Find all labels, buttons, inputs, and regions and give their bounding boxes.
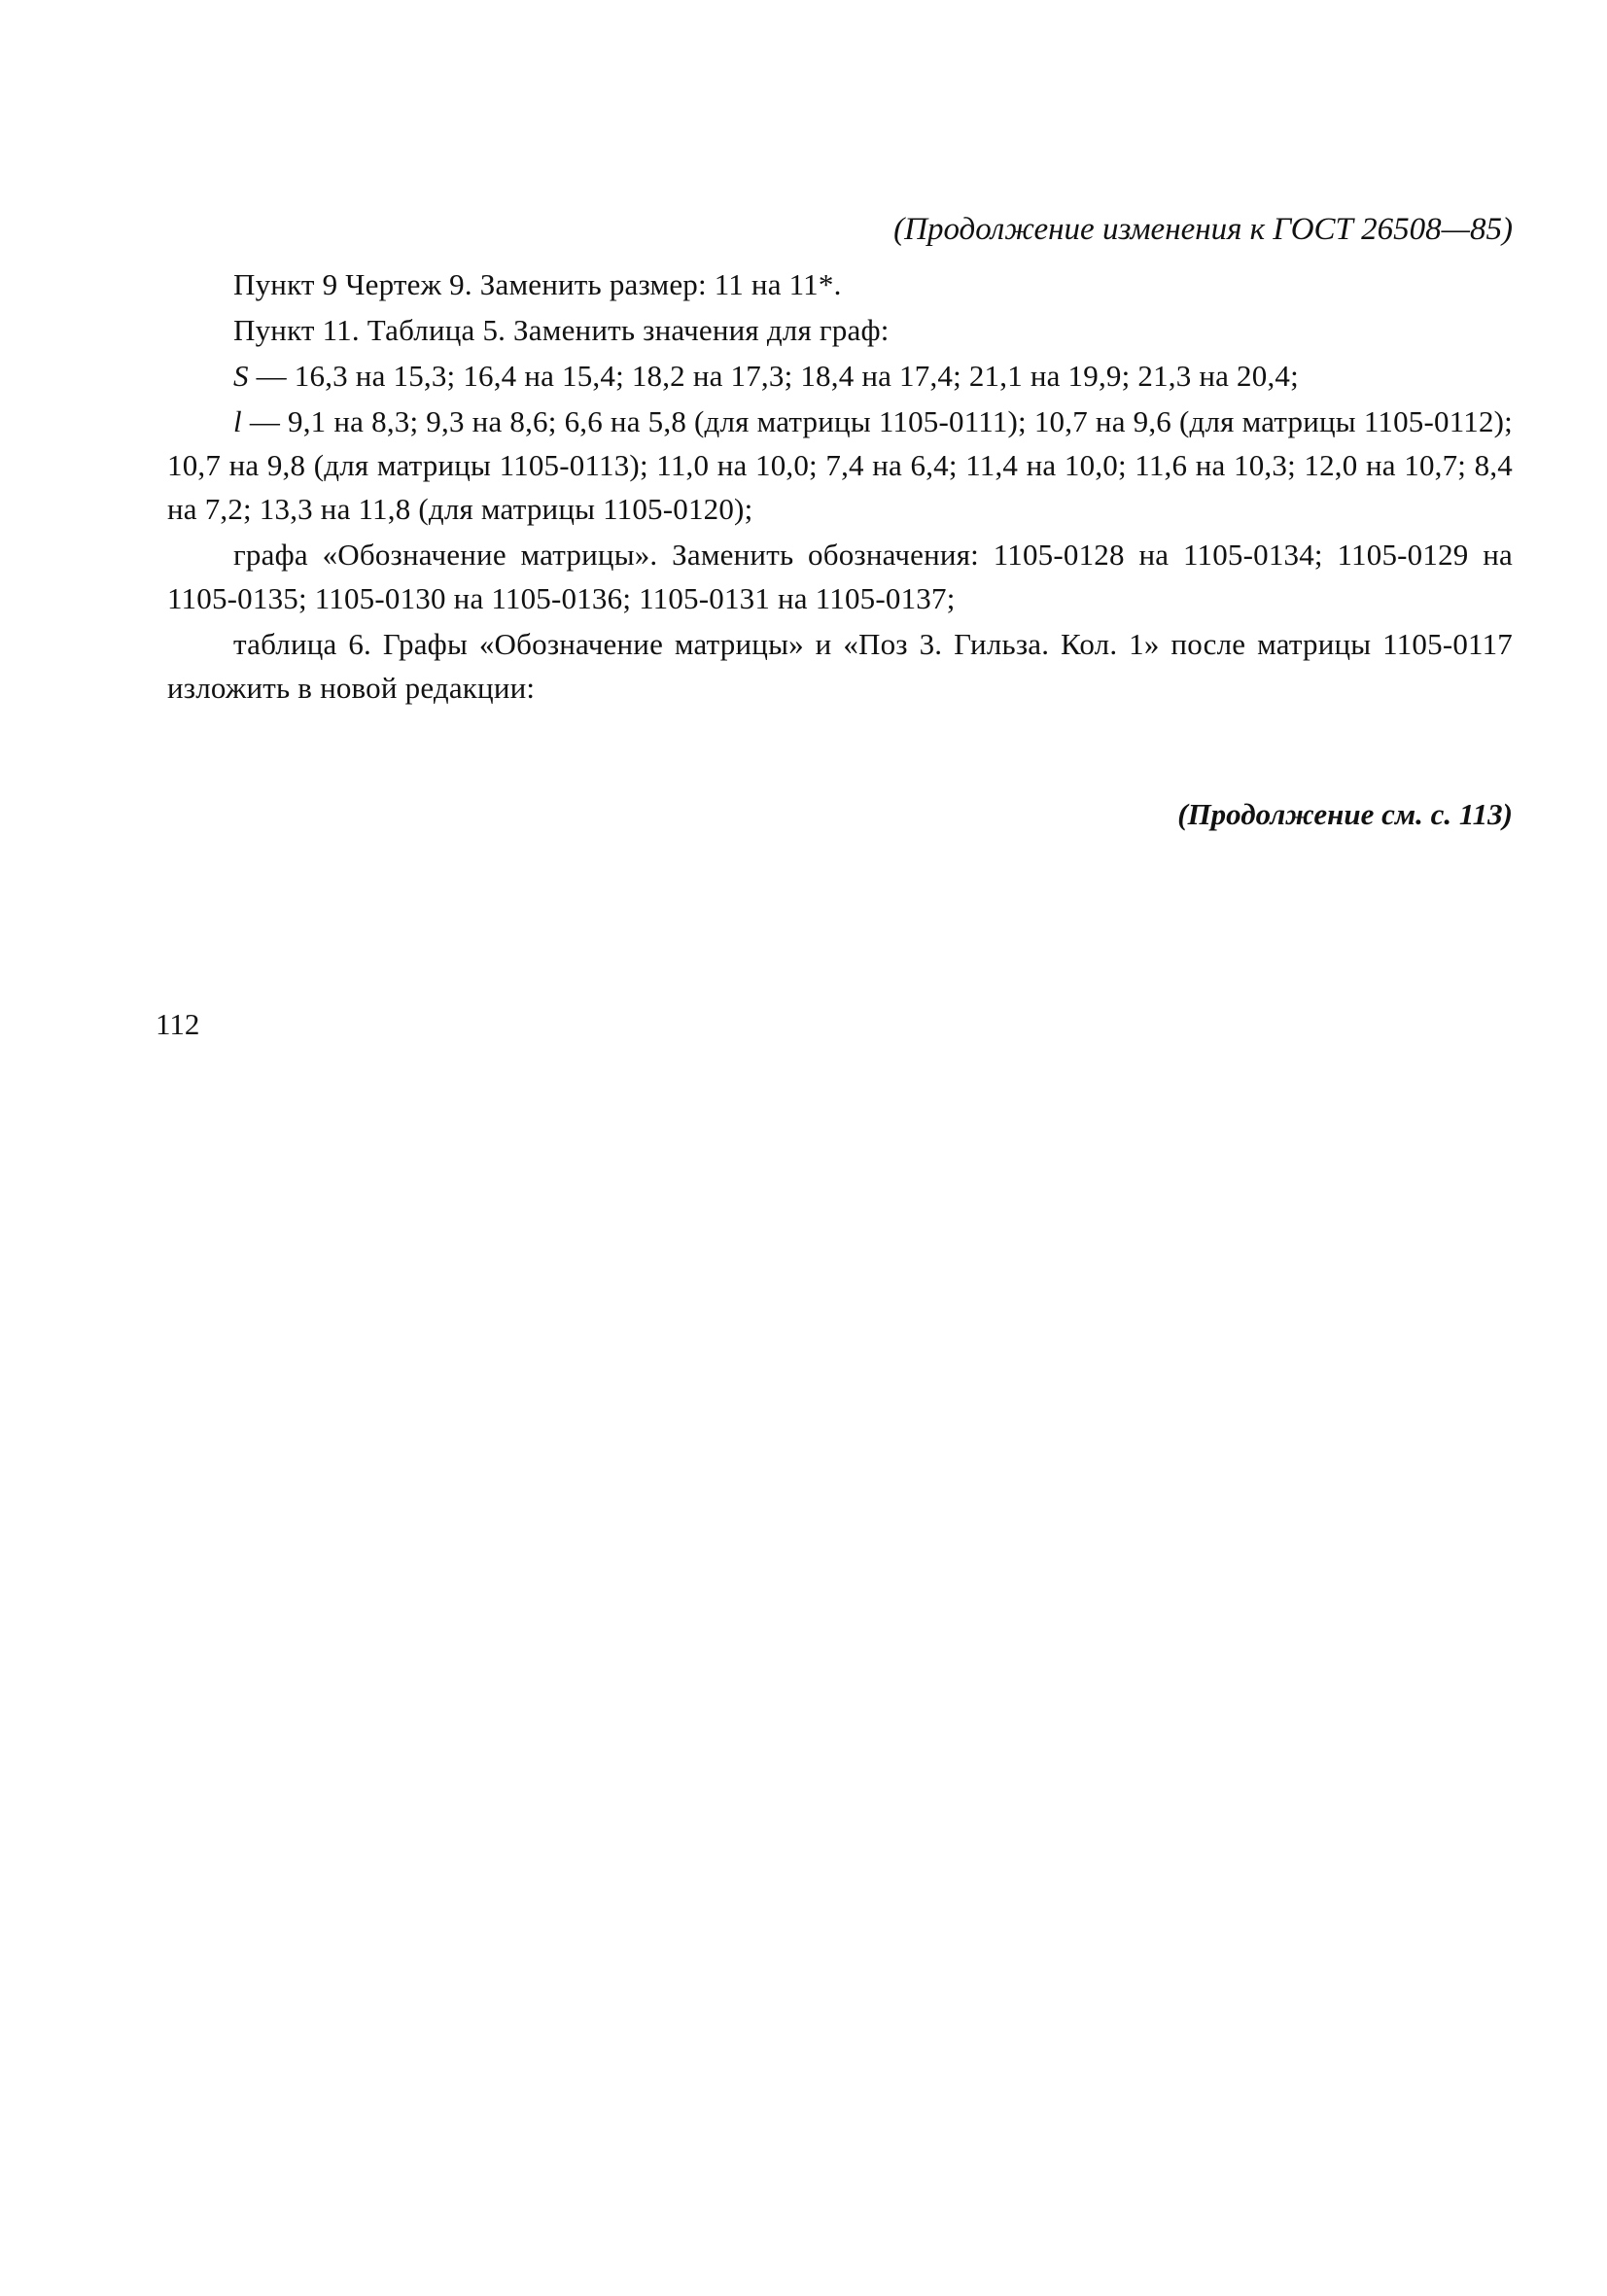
continuation-note: (Продолжение см. с. 113) bbox=[1177, 797, 1513, 831]
paragraph-item-9: Пункт 9 Чертеж 9. Заменить размер: 11 на 11*. bbox=[233, 267, 842, 301]
running-header: (Продолжение изменения к ГОСТ 26508—85) bbox=[893, 212, 1513, 247]
l-values-text: — 9,1 на 8,3; 9,3 на 8,6; 6,6 на 5,8 (для матрицы 1105-0111); 10,7 на 9,6 (для матрицы 1105-0112); 10,7 на 9,8 (для матрицы 1105-0113); 11,0 на 10,0; 7,4 на 6,4; 11,4 на 10,0; 11,6 на 10,3; 12,0 на 10,7; 8,4 на 7,2; 13,3 на 11,8 (для матрицы 1105-0120); bbox=[167, 404, 1513, 526]
page-number: 112 bbox=[156, 1007, 200, 1041]
paragraph-matrix-designation: графа «Обозначение матрицы». Заменить обозначения: 1105-0128 на 1105-0134; 1105-0129 на 1105-0135; 1105-0130 на 1105-0136; 1105-0131 на 1105-0137; bbox=[167, 538, 1513, 615]
paragraph-item-11: Пункт 11. Таблица 5. Заменить значения для граф: bbox=[233, 313, 890, 347]
paragraph-table-6: таблица 6. Графы «Обозначение матрицы» и «Поз 3. Гильза. Кол. 1» после матрицы 1105-0117 изложить в новой редакции: bbox=[167, 627, 1513, 705]
s-values-text: — 16,3 на 15,3; 16,4 на 15,4; 18,2 на 17,3; 18,4 на 17,4; 21,1 на 19,9; 21,3 на 20,4; bbox=[248, 359, 1299, 393]
paragraph-l-values bbox=[167, 400, 1513, 531]
symbol-l: l bbox=[233, 404, 242, 438]
symbol-s: S bbox=[233, 359, 249, 393]
amendment-text bbox=[167, 262, 1513, 712]
paragraph-s-values bbox=[167, 354, 1513, 398]
